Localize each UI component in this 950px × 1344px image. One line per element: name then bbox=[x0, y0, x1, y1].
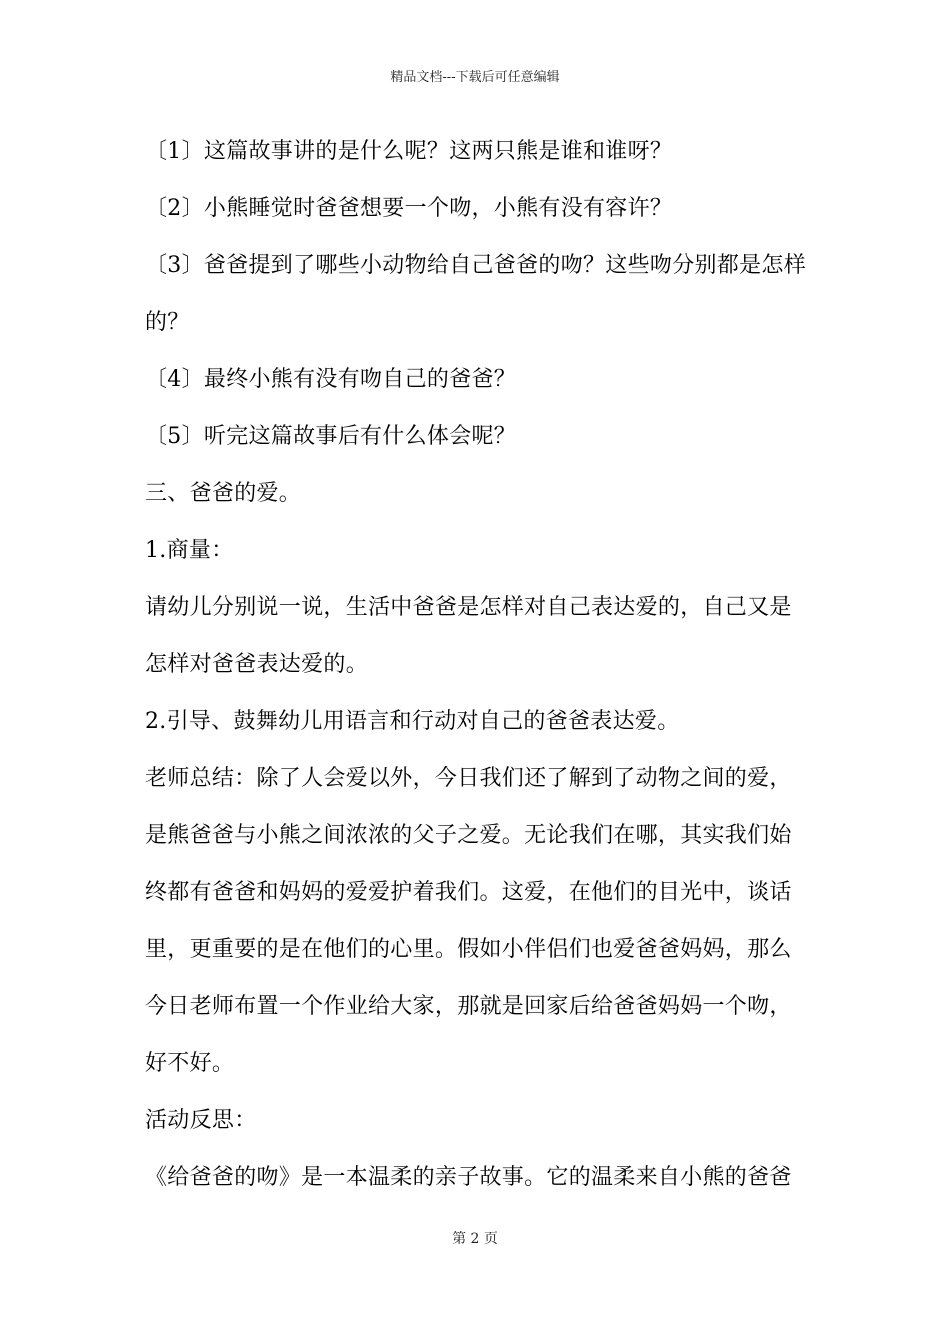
page-number: 第 2 页 bbox=[452, 1231, 498, 1247]
page-header: 精品文档---下载后可任意编辑 bbox=[390, 70, 560, 85]
section-heading: 三、爸爸的爱。 bbox=[145, 481, 302, 506]
text-line: 1.商量： bbox=[145, 538, 234, 563]
text-line: 今日老师布置一个作业给大家，那就是回家后给爸爸妈妈一个吻， bbox=[145, 994, 792, 1019]
text-line: 〔3〕爸爸提到了哪些小动物给自己爸爸的吻？这些吻分别都是怎样 bbox=[145, 253, 806, 278]
text-line: 怎样对爸爸表达爱的。 bbox=[145, 652, 369, 677]
text-line: 《给爸爸的吻》是一本温柔的亲子故事。它的温柔来自小熊的爸爸 bbox=[145, 1165, 792, 1190]
text-line: 2.引导、鼓舞幼儿用语言和行动对自己的爸爸表达爱。 bbox=[145, 709, 680, 734]
text-line: 活动反思： bbox=[145, 1108, 257, 1133]
text-line: 请幼儿分别说一说，生活中爸爸是怎样对自己表达爱的，自己又是 bbox=[145, 595, 792, 620]
text-line: 是熊爸爸与小熊之间浓浓的父子之爱。无论我们在哪，其实我们始 bbox=[145, 823, 792, 848]
text-line: 〔1〕这篇故事讲的是什么呢？这两只熊是谁和谁呀？ bbox=[145, 139, 673, 164]
text-line: 老师总结：除了人会爱以外，今日我们还了解到了动物之间的爱， bbox=[145, 766, 792, 791]
text-line: 〔5〕听完这篇故事后有什么体会呢？ bbox=[145, 424, 517, 449]
text-line: 好不好。 bbox=[145, 1051, 235, 1076]
text-line: 〔2〕小熊睡觉时爸爸想要一个吻，小熊有没有容许？ bbox=[145, 196, 673, 221]
text-line: 〔4〕最终小熊有没有吻自己的爸爸？ bbox=[145, 367, 517, 392]
text-line: 的？ bbox=[145, 310, 190, 335]
text-line: 里，更重要的是在他们的心里。假如小伴侣们也爱爸爸妈妈，那么 bbox=[145, 937, 792, 962]
text-line: 终都有爸爸和妈妈的爱爱护着我们。这爱，在他们的目光中，谈话 bbox=[145, 880, 792, 905]
